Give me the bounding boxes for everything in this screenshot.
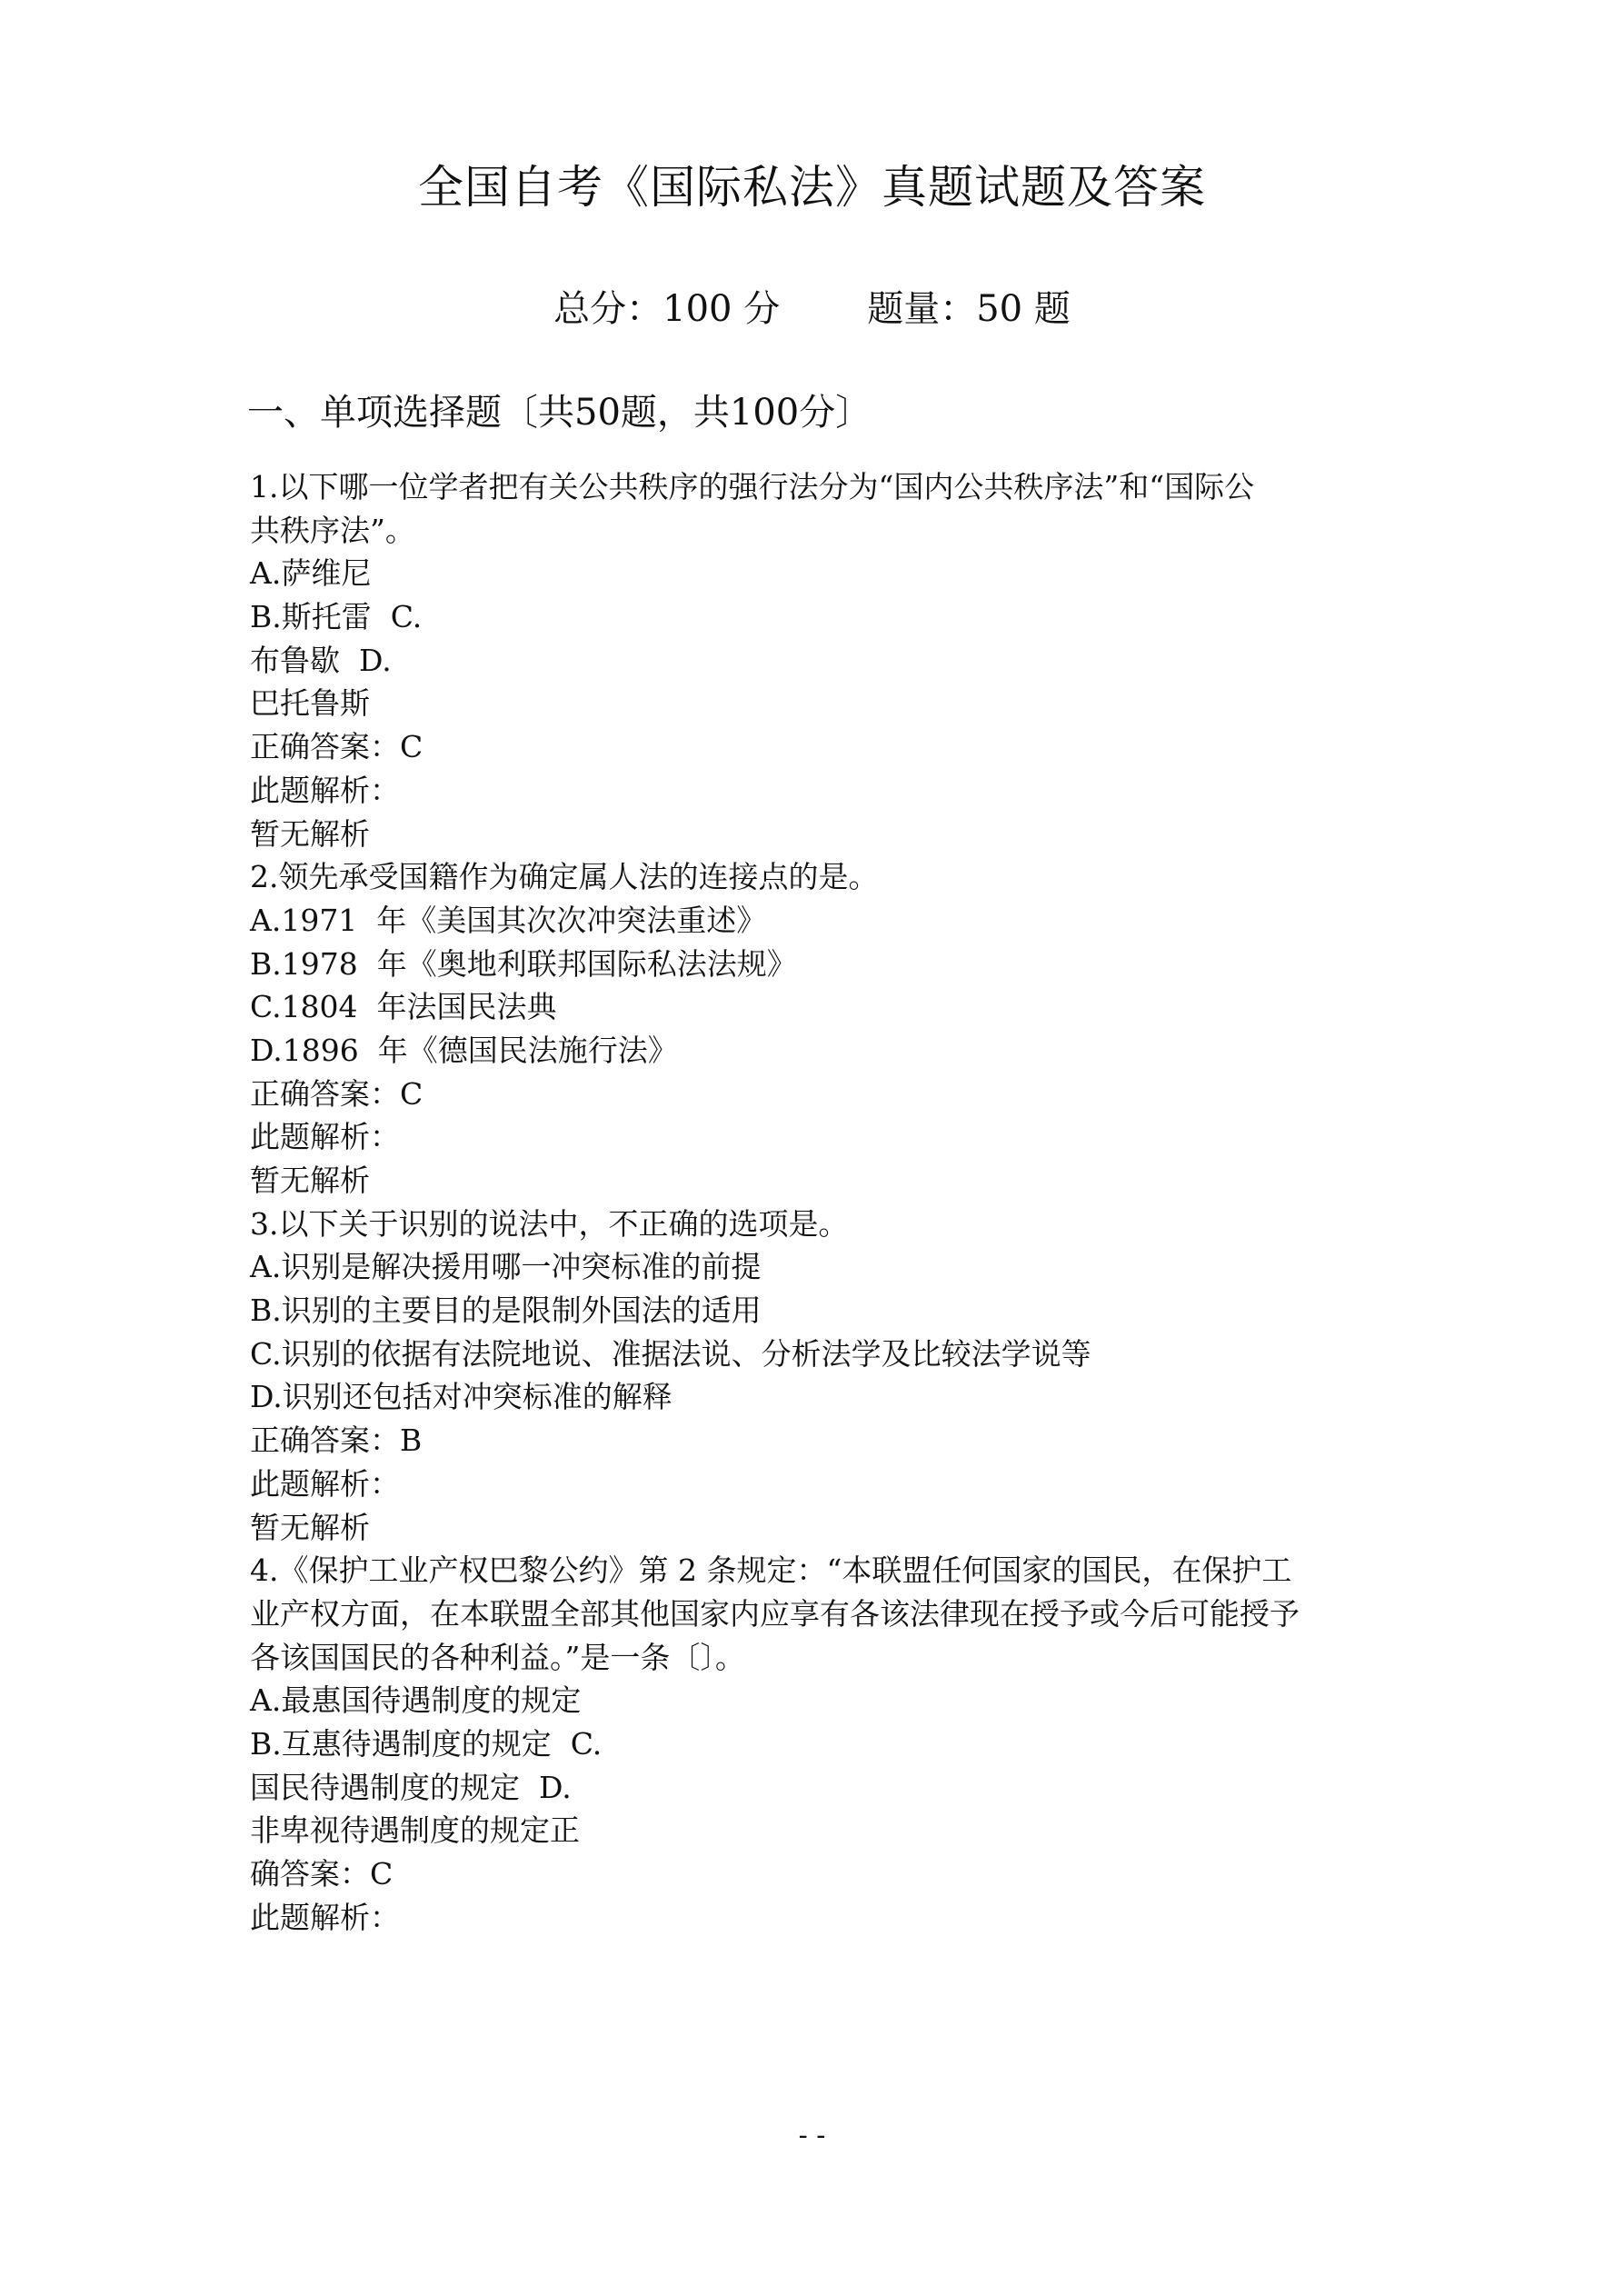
- text-line: B.识别的主要目的是限制外国法的适用: [250, 1293, 762, 1329]
- text-line: 暂无解析: [250, 1509, 370, 1545]
- text-line: 1.以下哪一位学者把有关公共秩序的强行法分为“国内公共秩序法”和“国际公: [250, 469, 1255, 504]
- total-score: 总分：100 分: [553, 288, 781, 330]
- text-line: 布鲁歇 D.: [250, 642, 392, 678]
- text-line: A.1971 年《美国其次次冲突法重述》: [250, 902, 767, 938]
- text-line: 2.领先承受国籍作为确定属人法的连接点的是。: [250, 859, 879, 895]
- question-count: 题量：50 题: [867, 288, 1071, 330]
- text-line: 此题解析：: [250, 1899, 400, 1935]
- question-body: [250, 465, 1395, 1939]
- text-line: 暂无解析: [250, 1163, 370, 1198]
- section-heading: 一、单项选择题〔共50题，共100分〕: [247, 392, 872, 434]
- text-line: 3.以下关于识别的说法中，不正确的选项是。: [250, 1205, 849, 1242]
- text-line: 业产权方面，在本联盟全部其他国家内应享有各该法律现在授予或今后可能授予: [250, 1595, 1300, 1632]
- text-line: 正确答案：C: [250, 729, 423, 765]
- text-line: 此题解析：: [250, 1465, 400, 1502]
- text-line: C.识别的依据有法院地说、准据法说、分析法学及比较法学说等: [250, 1335, 1091, 1372]
- page-footer: - -: [798, 2120, 826, 2151]
- text-line: 非卑视待遇制度的规定正: [250, 1812, 580, 1849]
- text-line: 确答案：C: [250, 1856, 394, 1892]
- text-line: A.萨维尼: [250, 555, 372, 592]
- text-line: 暂无解析: [250, 815, 370, 852]
- page-title: 全国自考《国际私法》真题试题及答案: [418, 161, 1206, 214]
- text-line: C.1804 年法国民法典: [250, 989, 557, 1025]
- text-line: D.1896 年《德国民法施行法》: [250, 1032, 678, 1068]
- text-line: A.最惠国待遇制度的规定: [250, 1682, 582, 1719]
- text-line: 巴托鲁斯: [250, 685, 370, 722]
- text-line: B.互惠待遇制度的规定 C.: [250, 1725, 603, 1762]
- text-line: 正确答案：B: [250, 1423, 423, 1459]
- exam-meta: [0, 280, 1624, 332]
- text-line: 共秩序法”。: [250, 512, 415, 548]
- text-line: 国民待遇制度的规定 D.: [250, 1769, 572, 1805]
- text-line: B.斯托雷 C.: [250, 599, 423, 635]
- text-line: A.识别是解决援用哪一冲突标准的前提: [250, 1249, 762, 1285]
- text-line: D.识别还包括对冲突标准的解释: [250, 1379, 673, 1415]
- text-line: 此题解析：: [250, 1119, 400, 1155]
- text-line: 正确答案：C: [250, 1075, 423, 1112]
- text-line: 各该国国民的各种利益。”是一条〔〕。: [250, 1639, 745, 1675]
- text-line: B.1978 年《奥地利联邦国际私法法规》: [250, 945, 797, 982]
- text-line: 此题解析：: [250, 772, 400, 808]
- text-line: 4.《保护工业产权巴黎公约》第 2 条规定：“本联盟任何国家的国民，在保护工: [250, 1552, 1292, 1589]
